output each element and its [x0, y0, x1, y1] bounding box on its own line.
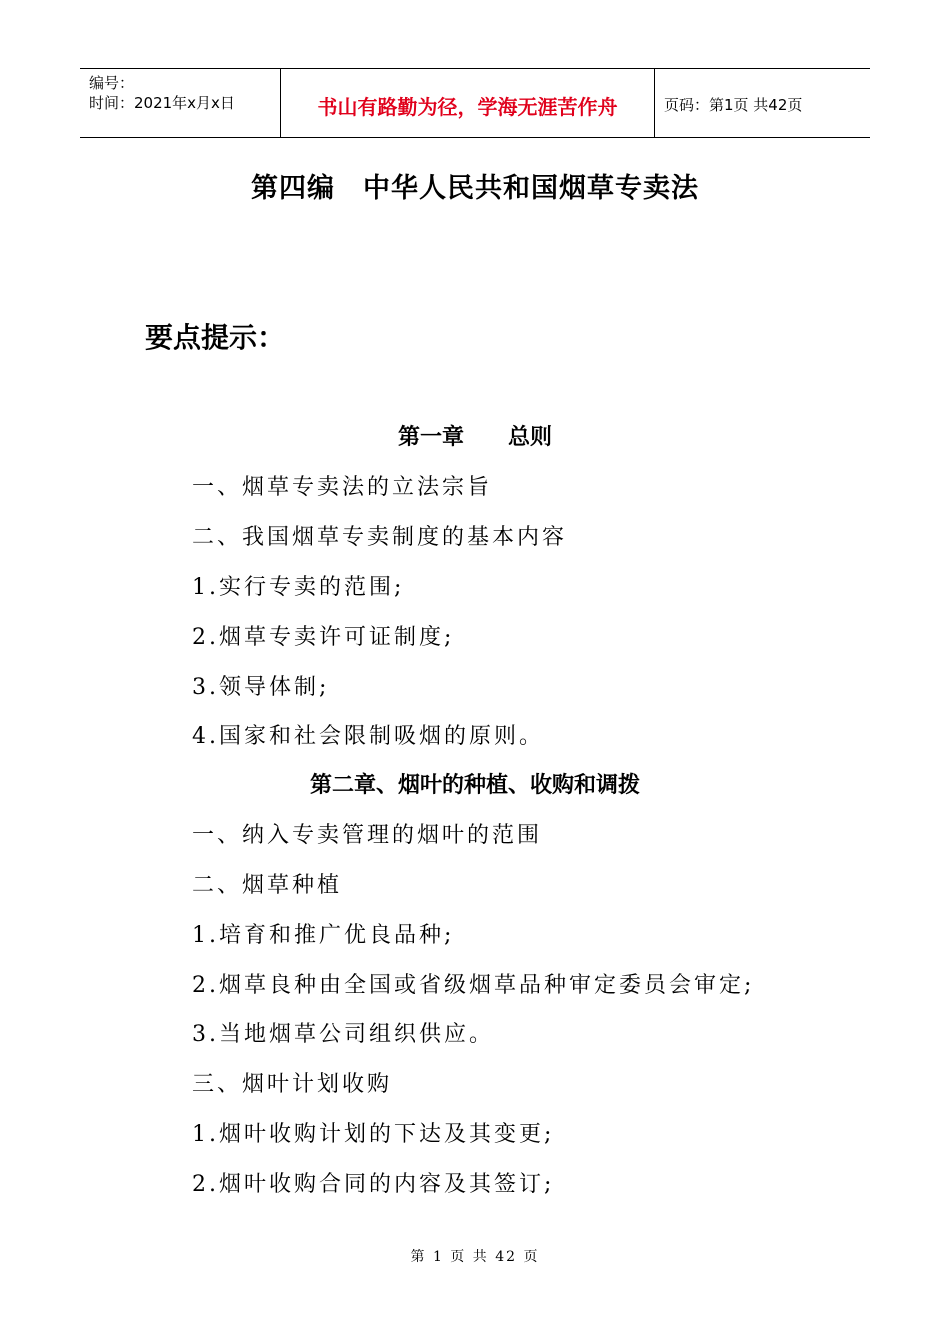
chapter-1-heading: 第一章 总则: [397, 425, 552, 450]
chapter-2-line: 1.烟叶收购计划的下达及其变更;: [192, 1122, 555, 1147]
chapter-1-line: 3.领导体制;: [192, 675, 330, 700]
chapter-1-line: 二、我国烟草专卖制度的基本内容: [192, 525, 568, 550]
chapter-1-line: 一、烟草专卖法的立法宗旨: [192, 475, 493, 500]
number-label: 编号：: [89, 74, 135, 92]
time-label: 时间：2021年x月x日: [89, 94, 235, 112]
chapter-2-line: 二、烟草种植: [192, 873, 343, 898]
chapter-2-line: 三、烟叶计划收购: [192, 1072, 393, 1097]
document-title: 第四编 中华人民共和国烟草专卖法: [251, 173, 699, 204]
chapter-2-line: 3.当地烟草公司组织供应。: [192, 1022, 494, 1047]
chapter-2-line: 2.烟叶收购合同的内容及其签订;: [192, 1172, 555, 1197]
motto: 书山有路勤为径，学海无涯苦作舟: [281, 69, 655, 137]
chapter-2-line: 一、纳入专卖管理的烟叶的范围: [192, 823, 543, 848]
page-header: [80, 68, 870, 138]
chapter-2-line: 1.培育和推广优良品种;: [192, 923, 455, 948]
chapter-1-line: 1.实行专卖的范围;: [192, 575, 405, 600]
chapter-2-line: 2.烟草良种由全国或省级烟草品种审定委员会审定;: [192, 973, 755, 998]
chapter-2-heading: 第二章、烟叶的种植、收购和调拨: [309, 773, 640, 798]
page-info: 页码：第1页 共42页: [664, 95, 803, 114]
chapter-1-line: 2.烟草专卖许可证制度;: [192, 625, 455, 650]
chapter-1-line: 4.国家和社会限制吸烟的原则。: [192, 724, 544, 749]
page-footer: 第 1 页 共 42 页: [410, 1249, 540, 1265]
header-meta-cell: [80, 69, 281, 137]
key-points-heading: 要点提示：: [145, 321, 286, 354]
